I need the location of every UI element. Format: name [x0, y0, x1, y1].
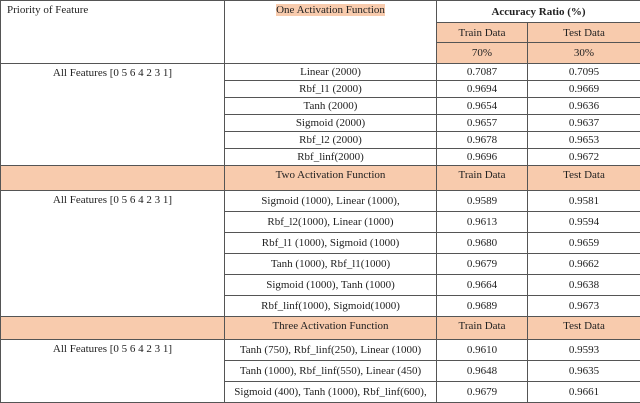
two-section-header: Two Activation Function Train Data Test Data: [1, 166, 640, 191]
activation-cell: Tanh (1000), Rbf_l1(1000): [225, 254, 437, 275]
train-cell: 0.9679: [437, 254, 528, 275]
three-section-header: Three Activation Function Train Data Test Data: [1, 317, 640, 340]
feature-cell: All Features [0 5 6 4 2 3 1]: [1, 340, 225, 403]
table-row: [1, 191, 640, 212]
test-cell: 0.9637: [528, 115, 640, 132]
train-cell: 0.9654: [437, 98, 528, 115]
test-cell: 0.9653: [528, 132, 640, 149]
test-cell: 0.9673: [528, 296, 640, 317]
train-pct: 70%: [437, 43, 528, 64]
train-cell: 0.9694: [437, 81, 528, 98]
train-cell: 0.9664: [437, 275, 528, 296]
train-cell: 0.9613: [437, 212, 528, 233]
one-activation-header: One Activation Function: [225, 1, 437, 64]
train-cell: 0.9610: [437, 340, 528, 361]
train-cell: 0.9696: [437, 149, 528, 166]
activation-cell: Tanh (1000), Rbf_linf(550), Linear (450): [225, 361, 437, 382]
train-cell: 0.9678: [437, 132, 528, 149]
train-cell: 0.7087: [437, 64, 528, 81]
train-cell: 0.9679: [437, 382, 528, 403]
test-cell: 0.9638: [528, 275, 640, 296]
activation-cell: Sigmoid (1000), Linear (1000),: [225, 191, 437, 212]
priority-header: Priority of Feature: [1, 1, 225, 64]
test-cell: 0.9659: [528, 233, 640, 254]
table-row: [1, 64, 640, 81]
test-cell: 0.9661: [528, 382, 640, 403]
activation-cell: Tanh (2000): [225, 98, 437, 115]
activation-cell: Rbf_linf(1000), Sigmoid(1000): [225, 296, 437, 317]
test-cell: 0.9662: [528, 254, 640, 275]
test-cell: 0.9636: [528, 98, 640, 115]
feature-cell: All Features [0 5 6 4 2 3 1]: [1, 191, 225, 317]
activation-cell: Linear (2000): [225, 64, 437, 81]
feature-cell: All Features [0 5 6 4 2 3 1]: [1, 64, 225, 166]
activation-cell: Rbf_l1 (1000), Sigmoid (1000): [225, 233, 437, 254]
train-cell: 0.9689: [437, 296, 528, 317]
test-cell: 0.9593: [528, 340, 640, 361]
train-cell: 0.9680: [437, 233, 528, 254]
test-pct: 30%: [528, 43, 640, 64]
table-row: [1, 340, 640, 361]
activation-cell: Sigmoid (2000): [225, 115, 437, 132]
test-cell: 0.9581: [528, 191, 640, 212]
train-cell: 0.9589: [437, 191, 528, 212]
activation-cell: Rbf_linf(2000): [225, 149, 437, 166]
activation-cell: Sigmoid (1000), Tanh (1000): [225, 275, 437, 296]
activation-cell: Rbf_l2 (2000): [225, 132, 437, 149]
test-cell: 0.9594: [528, 212, 640, 233]
train-header: Train Data: [437, 23, 528, 43]
test-header: Test Data: [528, 23, 640, 43]
test-cell: 0.7095: [528, 64, 640, 81]
test-cell: 0.9669: [528, 81, 640, 98]
accuracy-header: Accuracy Ratio (%): [437, 1, 640, 23]
test-cell: 0.9635: [528, 361, 640, 382]
activation-cell: Sigmoid (400), Tanh (1000), Rbf_linf(600),: [225, 382, 437, 403]
activation-cell: Rbf_l2(1000), Linear (1000): [225, 212, 437, 233]
train-cell: 0.9648: [437, 361, 528, 382]
activation-cell: Tanh (750), Rbf_linf(250), Linear (1000): [225, 340, 437, 361]
train-cell: 0.9657: [437, 115, 528, 132]
activation-cell: Rbf_l1 (2000): [225, 81, 437, 98]
test-cell: 0.9672: [528, 149, 640, 166]
